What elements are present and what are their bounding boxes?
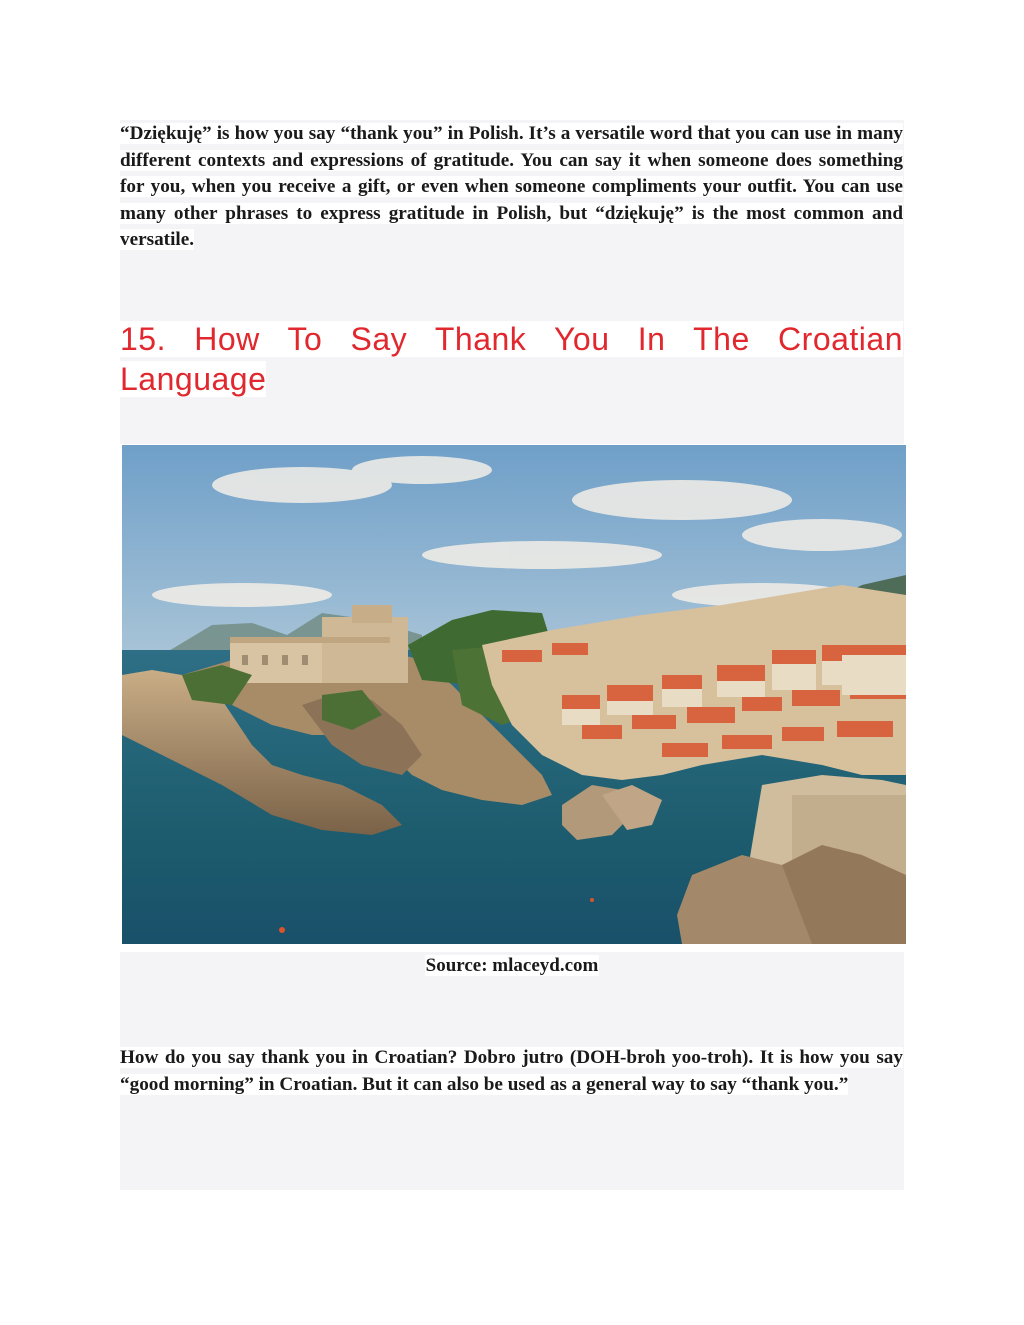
coastal-fortress-photo bbox=[122, 445, 906, 944]
image-caption: Source: mlaceyd.com bbox=[425, 955, 599, 976]
body-paragraph: How do you say thank you in Croatian? Dobro jutro (DOH-broh yoo-troh). It is how you say “good morning” in Croatian. But it can also be used as a general way to say “thank you.” bbox=[120, 1047, 903, 1095]
intro-paragraph: “Dziękuję” is how you say “thank you” in Polish. It’s a versatile word that you can use in many different contexts and expressions of gratitude. You can say it when someone does something for you, when you receive a gift, or even when someone compliments your outfit. You can use many other phrases to express gratitude in Polish, but “dziękuję” is the most common and versatile. bbox=[120, 123, 903, 251]
section-heading: 15. How To Say Thank You In The Croatian Language bbox=[120, 321, 903, 397]
